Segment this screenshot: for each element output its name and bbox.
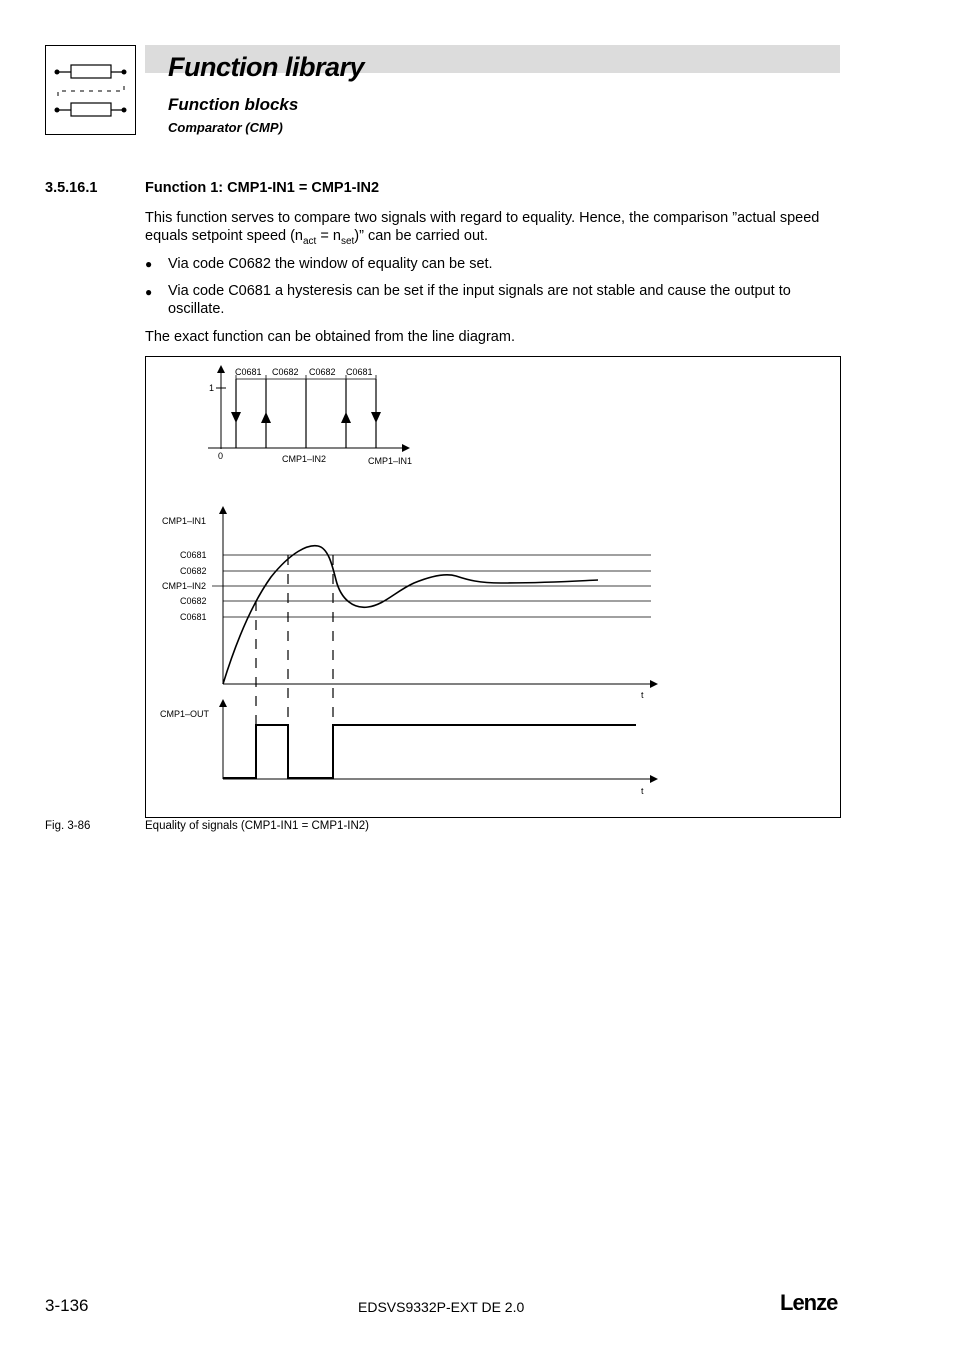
function-block-logo	[45, 45, 136, 135]
hysteresis-y-zero: 0	[218, 451, 224, 461]
label-c0681-left: C0681	[235, 367, 262, 377]
document-id: EDSVS9332P-EXT DE 2.0	[358, 1299, 525, 1315]
label-c0681-right: C0681	[346, 367, 373, 377]
crossing-markers	[256, 555, 333, 779]
label-c0682-right: C0682	[309, 367, 336, 377]
input-t-label: t	[641, 690, 644, 700]
bullet-icon: ●	[145, 285, 153, 299]
function-block-icon	[46, 46, 135, 134]
hysteresis-diagram	[208, 366, 412, 466]
level-c0681-lower: C0681	[180, 612, 207, 622]
level-cmp1-in2: CMP1–IN2	[162, 581, 207, 591]
arrow-up-icon	[341, 412, 351, 423]
level-c0682-lower: C0682	[180, 596, 207, 606]
figure-number: Fig. 3-86	[45, 820, 91, 832]
label-cmp1-in2: CMP1–IN2	[282, 454, 327, 464]
line-diagram-intro: The exact function can be obtained from the line diagram.	[145, 329, 515, 345]
level-c0682-upper: C0682	[180, 566, 207, 576]
brand-logo: Lenze	[780, 1290, 838, 1315]
arrow-up-icon	[261, 412, 271, 423]
level-c0681-upper: C0681	[180, 550, 207, 560]
intro-paragraph: This function serves to compare two signals with regard to equality. Hence, the comparison ”actual speed equals setpoint speed $(n_{act} = n_{set})$” can be carried out.	[145, 210, 820, 247]
input-signal-curve	[223, 546, 598, 684]
page-title: Function library	[168, 52, 365, 82]
output-t-label: t	[641, 786, 644, 796]
bullet-icon: ●	[145, 257, 153, 271]
section-title: Function 1: CMP1-IN1 = CMP1-IN2	[145, 180, 380, 196]
page-subsubtitle: Comparator (CMP)	[168, 120, 283, 135]
line-diagram-figure	[145, 356, 841, 818]
input-signal-diagram	[162, 507, 657, 700]
arrow-down-icon	[371, 412, 381, 423]
output-signal-curve	[223, 725, 636, 778]
section-number: 3.5.16.1	[45, 180, 98, 196]
input-y-label: CMP1–IN1	[162, 516, 207, 526]
hysteresis-y-one: 1	[209, 383, 215, 393]
label-c0682-left: C0682	[272, 367, 299, 377]
page-subtitle: Function blocks	[168, 95, 299, 114]
output-signal-diagram	[160, 700, 657, 796]
page-number: 3-136	[45, 1296, 89, 1315]
line-diagram	[146, 357, 840, 817]
bullet-item-window: Via code C0682 the window of equality can be set.	[168, 256, 493, 272]
arrow-down-icon	[231, 412, 241, 423]
output-y-label: CMP1–OUT	[160, 709, 210, 719]
bullet-item-hysteresis: Via code C0681 a hysteresis can be set if the input signals are not stable and cause the output to oscillate.	[168, 283, 791, 317]
label-cmp1-in1: CMP1–IN1	[368, 456, 413, 466]
figure-caption: Equality of signals (CMP1-IN1 = CMP1-IN2)	[145, 820, 370, 832]
